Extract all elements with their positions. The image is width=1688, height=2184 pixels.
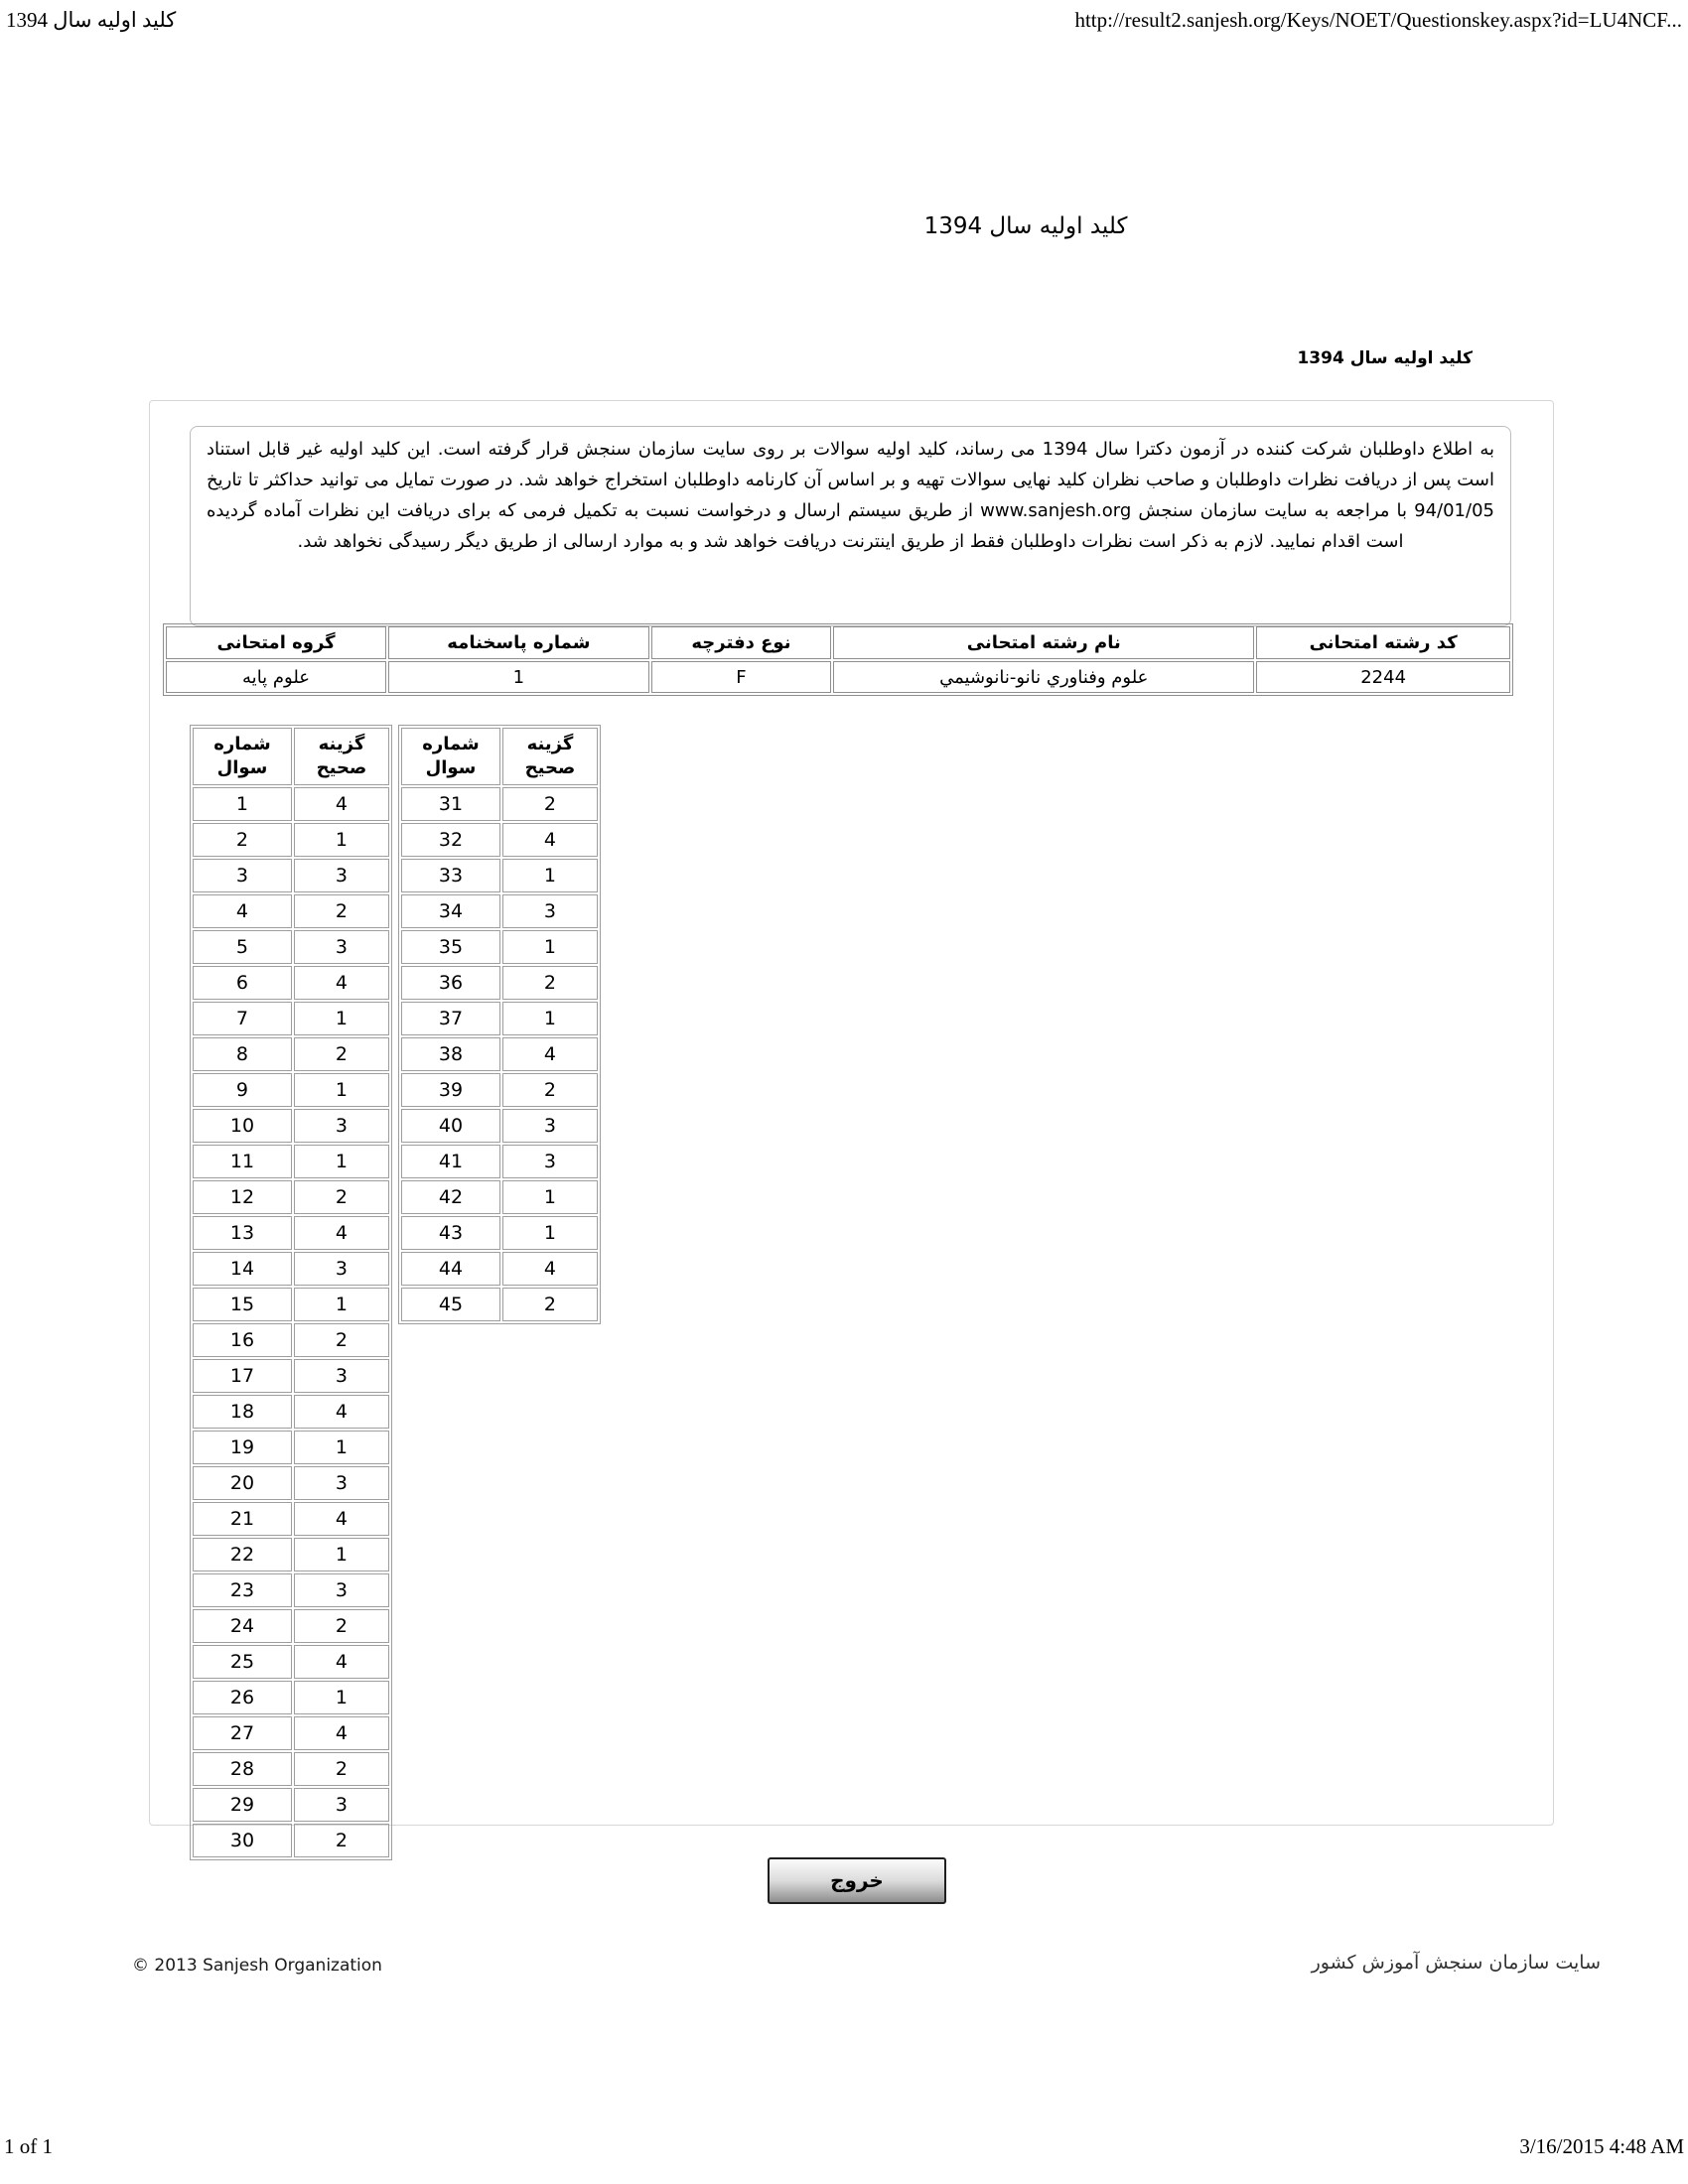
answer-row <box>401 930 598 964</box>
notice-text: به اطلاع داوطلبان شرکت کننده در آزمون دکترا سال 1394 می رساند، کلید اولیه سوالات بر روی سایت سازمان سنجش قرار گرفته است. این کلید اولیه غیر قابل استناد است پس از دریافت نظرات داوطلبان و صاحب نظران کلید نهایی سوالات تهیه و بر اساس آن کارنامه داوطلبان استخراج خواهد شد. در صورت تمایل می توانید حداکثر تا تاریخ 94/01/05 با مراجعه به سایت سازمان سنجش www.sanjesh.org از طریق سیستم ارسال و درخواست نسبت به تکمیل فرمی که برای دریافت این نظرات آماده گردیده است اقدام نمایید. لازم به ذکر است نظرات داوطلبان فقط از طریق اینترنت دریافت خواهد شد و به موارد ارسالی از طریق دیگر رسیدگی نخواهد شد. <box>190 426 1511 626</box>
answer-row <box>193 1180 389 1214</box>
answer-row <box>193 966 389 1000</box>
correct-option-cell: 3 <box>294 1788 389 1822</box>
correct-option-cell: 4 <box>294 1645 389 1679</box>
question-number-cell: 29 <box>193 1788 292 1822</box>
answer-row <box>193 1573 389 1607</box>
correct-option-cell: 1 <box>502 1216 598 1250</box>
correct-option-cell: 3 <box>294 930 389 964</box>
correct-option-cell: 3 <box>294 1109 389 1143</box>
correct-option-cell: 4 <box>294 1502 389 1536</box>
correct-option-cell: 1 <box>294 1681 389 1714</box>
value-answersheet-number: 1 <box>388 661 648 693</box>
page-title: کلید اولیه سال 1394 <box>923 213 1128 239</box>
correct-option-cell: 4 <box>502 823 598 857</box>
question-number-cell: 43 <box>401 1216 500 1250</box>
question-number-cell: 8 <box>193 1037 292 1071</box>
question-number-cell: 4 <box>193 894 292 928</box>
value-field-name: علوم وفناوري نانو-نانوشيمي <box>833 661 1254 693</box>
question-number-cell: 20 <box>193 1466 292 1500</box>
correct-option-cell: 4 <box>294 1216 389 1250</box>
answer-row <box>193 859 389 892</box>
value-booklet-type: F <box>651 661 832 693</box>
header-exam-group: گروه امتحانی <box>166 626 386 659</box>
question-number-cell: 6 <box>193 966 292 1000</box>
answer-table-1-wrap <box>190 725 392 1860</box>
correct-option-cell: 2 <box>502 1288 598 1321</box>
correct-option-cell: 4 <box>294 1395 389 1429</box>
question-number-cell: 19 <box>193 1431 292 1464</box>
question-number-cell: 45 <box>401 1288 500 1321</box>
header-question-number <box>193 728 292 785</box>
correct-option-cell: 3 <box>294 1466 389 1500</box>
print-footer-page-count: 1 of 1 <box>4 2134 53 2158</box>
correct-option-cell: 4 <box>294 966 389 1000</box>
header-option-line1: گزینه <box>526 734 574 754</box>
question-number-cell: 23 <box>193 1573 292 1607</box>
correct-option-cell: 1 <box>294 823 389 857</box>
question-number-cell: 26 <box>193 1681 292 1714</box>
answer-row <box>401 787 598 821</box>
question-number-cell: 2 <box>193 823 292 857</box>
answer-row <box>401 1073 598 1107</box>
correct-option-cell: 1 <box>294 1431 389 1464</box>
correct-option-cell: 1 <box>502 859 598 892</box>
correct-option-cell: 3 <box>294 859 389 892</box>
header-field-name: نام رشته امتحانی <box>833 626 1254 659</box>
exam-info-header-row <box>166 626 1510 659</box>
question-number-cell: 16 <box>193 1323 292 1357</box>
correct-option-cell: 3 <box>502 1109 598 1143</box>
answer-row <box>193 1716 389 1750</box>
answer-row <box>193 823 389 857</box>
correct-option-cell: 2 <box>294 1037 389 1071</box>
correct-option-cell: 1 <box>294 1145 389 1178</box>
question-number-cell: 21 <box>193 1502 292 1536</box>
question-number-cell: 9 <box>193 1073 292 1107</box>
value-exam-group: علوم پایه <box>166 661 386 693</box>
correct-option-cell: 1 <box>502 1180 598 1214</box>
correct-option-cell: 3 <box>294 1359 389 1393</box>
answer-row <box>193 1609 389 1643</box>
question-number-cell: 5 <box>193 930 292 964</box>
answer-row <box>193 894 389 928</box>
correct-option-cell: 2 <box>502 787 598 821</box>
header-option-line2: صحیح <box>316 757 367 778</box>
header-exam-code: کد رشته امتحانی <box>1256 626 1510 659</box>
answer-row <box>193 1788 389 1822</box>
answer-row <box>401 859 598 892</box>
answer-row <box>401 1288 598 1321</box>
question-number-cell: 3 <box>193 859 292 892</box>
question-number-cell: 38 <box>401 1037 500 1071</box>
section-title: کلید اولیه سال 1394 <box>1297 348 1473 368</box>
correct-option-cell: 3 <box>502 1145 598 1178</box>
header-question-line2: سوال <box>425 757 477 778</box>
answer-row <box>193 1752 389 1786</box>
header-option-line2: صحیح <box>524 757 576 778</box>
site-name-text: سایت سازمان سنجش آموزش کشور <box>1311 1952 1601 1974</box>
question-number-cell: 31 <box>401 787 500 821</box>
answer-row <box>401 1037 598 1071</box>
correct-option-cell: 1 <box>294 1002 389 1035</box>
correct-option-cell: 1 <box>294 1073 389 1107</box>
value-exam-code: 2244 <box>1256 661 1510 693</box>
question-number-cell: 44 <box>401 1252 500 1286</box>
header-correct-option <box>294 728 389 785</box>
answer-row <box>193 1645 389 1679</box>
correct-option-cell: 1 <box>294 1288 389 1321</box>
question-number-cell: 33 <box>401 859 500 892</box>
answer-header-row <box>193 728 389 785</box>
answer-row <box>401 823 598 857</box>
print-footer-datetime: 3/16/2015 4:48 AM <box>1519 2134 1684 2158</box>
question-number-cell: 34 <box>401 894 500 928</box>
answer-table-2 <box>398 725 601 1324</box>
question-number-cell: 13 <box>193 1216 292 1250</box>
answer-row <box>193 1216 389 1250</box>
correct-option-cell: 3 <box>294 1252 389 1286</box>
answer-row <box>193 1681 389 1714</box>
answer-row <box>193 787 389 821</box>
correct-option-cell: 2 <box>294 1609 389 1643</box>
header-option-line1: گزینه <box>318 734 365 754</box>
answer-row <box>193 1145 389 1178</box>
header-answersheet-number: شماره پاسخنامه <box>388 626 648 659</box>
question-number-cell: 7 <box>193 1002 292 1035</box>
correct-option-cell: 2 <box>502 966 598 1000</box>
correct-option-cell: 4 <box>294 1716 389 1750</box>
answer-row <box>193 1323 389 1357</box>
question-number-cell: 15 <box>193 1288 292 1321</box>
answer-row <box>401 1180 598 1214</box>
print-header-url: http://result2.sanjesh.org/Keys/NOET/Questionskey.aspx?id=LU4NCF... <box>1074 8 1682 32</box>
correct-option-cell: 3 <box>502 894 598 928</box>
question-number-cell: 18 <box>193 1395 292 1429</box>
answer-row <box>193 1002 389 1035</box>
question-number-cell: 22 <box>193 1538 292 1571</box>
copyright-text: © 2013 Sanjesh Organization <box>132 1956 382 1976</box>
answer-row <box>193 1824 389 1857</box>
question-number-cell: 42 <box>401 1180 500 1214</box>
header-question-number <box>401 728 500 785</box>
exam-info-value-row <box>166 661 1510 693</box>
header-booklet-type: نوع دفترچه <box>651 626 832 659</box>
correct-option-cell: 2 <box>294 1180 389 1214</box>
correct-option-cell: 1 <box>502 930 598 964</box>
answer-row <box>193 1073 389 1107</box>
answer-row <box>193 1037 389 1071</box>
answer-row <box>401 1109 598 1143</box>
content-panel <box>149 400 1554 1851</box>
question-number-cell: 37 <box>401 1002 500 1035</box>
exam-info-table-wrap <box>163 623 1513 696</box>
answer-row <box>401 966 598 1000</box>
question-number-cell: 12 <box>193 1180 292 1214</box>
question-number-cell: 14 <box>193 1252 292 1286</box>
correct-option-cell: 2 <box>294 1323 389 1357</box>
answer-table-1 <box>190 725 392 1860</box>
correct-option-cell: 4 <box>502 1252 598 1286</box>
correct-option-cell: 2 <box>294 1752 389 1786</box>
answer-row <box>193 930 389 964</box>
answer-row <box>193 1431 389 1464</box>
answer-row <box>401 894 598 928</box>
answer-row <box>193 1395 389 1429</box>
question-number-cell: 41 <box>401 1145 500 1178</box>
answer-row <box>193 1538 389 1571</box>
exit-button[interactable]: خروج <box>768 1857 946 1904</box>
question-number-cell: 40 <box>401 1109 500 1143</box>
question-number-cell: 27 <box>193 1716 292 1750</box>
question-number-cell: 32 <box>401 823 500 857</box>
answer-row <box>193 1252 389 1286</box>
header-question-line2: سوال <box>216 757 268 778</box>
question-number-cell: 36 <box>401 966 500 1000</box>
question-number-cell: 25 <box>193 1645 292 1679</box>
answer-row <box>193 1359 389 1393</box>
answer-row <box>401 1002 598 1035</box>
answer-row <box>193 1466 389 1500</box>
question-number-cell: 10 <box>193 1109 292 1143</box>
answer-table-2-wrap <box>398 725 601 1324</box>
question-number-cell: 35 <box>401 930 500 964</box>
correct-option-cell: 1 <box>294 1538 389 1571</box>
correct-option-cell: 2 <box>502 1073 598 1107</box>
answer-row <box>401 1145 598 1178</box>
answer-row <box>193 1502 389 1536</box>
correct-option-cell: 2 <box>294 1824 389 1857</box>
answer-row <box>401 1216 598 1250</box>
question-number-cell: 1 <box>193 787 292 821</box>
correct-option-cell: 1 <box>502 1002 598 1035</box>
question-number-cell: 24 <box>193 1609 292 1643</box>
question-number-cell: 39 <box>401 1073 500 1107</box>
question-number-cell: 28 <box>193 1752 292 1786</box>
correct-option-cell: 4 <box>294 787 389 821</box>
correct-option-cell: 2 <box>294 894 389 928</box>
header-question-line1: شماره <box>213 734 271 754</box>
question-number-cell: 11 <box>193 1145 292 1178</box>
answer-header-row <box>401 728 598 785</box>
exam-info-table <box>163 623 1513 696</box>
question-number-cell: 30 <box>193 1824 292 1857</box>
header-correct-option <box>502 728 598 785</box>
answer-row <box>193 1288 389 1321</box>
correct-option-cell: 3 <box>294 1573 389 1607</box>
question-number-cell: 17 <box>193 1359 292 1393</box>
answer-row <box>401 1252 598 1286</box>
correct-option-cell: 4 <box>502 1037 598 1071</box>
print-header-document-title: کلید اولیه سال 1394 <box>6 8 177 32</box>
answer-row <box>193 1109 389 1143</box>
header-question-line1: شماره <box>422 734 480 754</box>
